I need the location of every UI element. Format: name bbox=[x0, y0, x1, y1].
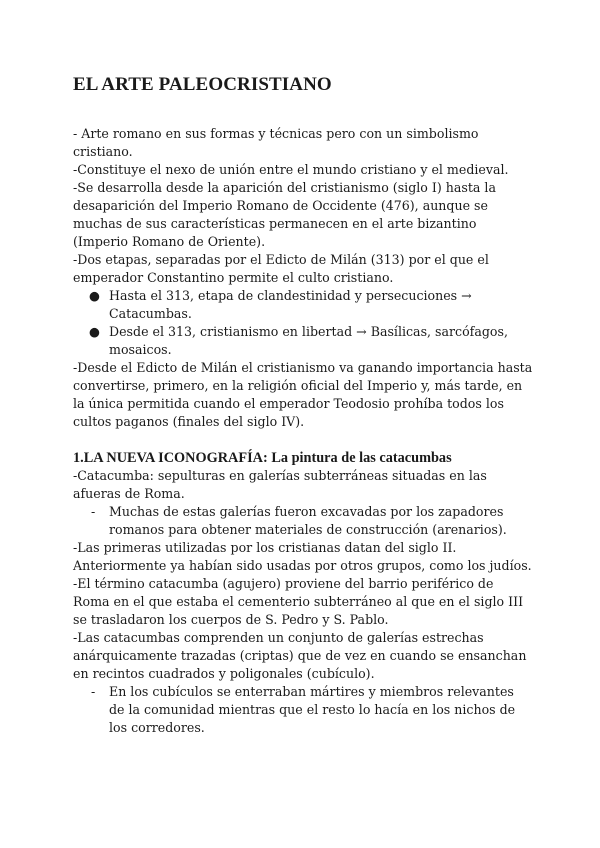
spacer bbox=[73, 431, 533, 449]
stage-text: Desde el 313, cristianismo en libertad → Basílicas, sarcófagos, mosaicos. bbox=[109, 324, 508, 357]
stage-text: Hasta el 313, etapa de clandestinidad y persecuciones → Catacumbas. bbox=[109, 288, 472, 321]
catacumba-definition: -Catacumba: sepulturas en galerías subterráneas situadas en las afueras de Roma. bbox=[73, 468, 487, 501]
bullet-icon: ● bbox=[89, 288, 100, 303]
dash-icon: - bbox=[91, 684, 96, 699]
excavation-list bbox=[73, 503, 533, 539]
list-item bbox=[73, 287, 533, 323]
page-title: EL ARTE PALEOCRISTIANO bbox=[73, 74, 332, 95]
section-heading: 1.LA NUEVA ICONOGRAFÍA: La pintura de las catacumbas bbox=[73, 450, 452, 466]
intro-paragraph: -Dos etapas, separadas por el Edicto de Milán (313) por el que el emperador Constantino permite el culto cristiano. bbox=[73, 252, 489, 285]
list-item bbox=[73, 323, 533, 359]
intro-paragraph: - Arte romano en sus formas y técnicas pero con un simbolismo cristiano. bbox=[73, 126, 479, 159]
section-paragraph: -Las catacumbas comprenden un conjunto de galerías estrechas anárquicamente trazadas (criptas) que de vez en cuando se ensanchan en recintos cuadrados y poligonales (cubículo). bbox=[73, 630, 527, 681]
cubiculo-list bbox=[73, 683, 533, 737]
edict-paragraph: -Desde el Edicto de Milán el cristianismo va ganando importancia hasta convertirse, primero, en la religión oficial del Imperio y, más tarde, en la única permitida cuando el emperador Teodosio prohíba todos los cultos paganos (finales del siglo IV). bbox=[73, 360, 533, 429]
document-body bbox=[73, 125, 533, 737]
stages-list bbox=[73, 287, 533, 359]
intro-paragraph: -Constituye el nexo de unión entre el mundo cristiano y el medieval. bbox=[73, 162, 509, 177]
excavation-text: Muchas de estas galerías fueron excavadas por los zapadores romanos para obtener materiales de construcción (arenarios). bbox=[109, 504, 507, 537]
intro-paragraph: -Se desarrolla desde la aparición del cristianismo (siglo I) hasta la desaparición del Imperio Romano de Occidente (476), aunque se muchas de sus características permanecen en el arte bizantino (Imperio Romano de Oriente). bbox=[73, 180, 496, 249]
bullet-icon: ● bbox=[89, 324, 100, 339]
section-paragraph: -Las primeras utilizadas por los cristianas datan del siglo II. Anteriormente ya habían sido usadas por otros grupos, como los judíos. bbox=[73, 540, 532, 573]
section-paragraph: -El término catacumba (agujero) proviene del barrio periférico de Roma en el que estaba el cementerio subterráneo al que en el siglo III se trasladaron los cuerpos de S. Pedro y S. Pablo. bbox=[73, 576, 524, 627]
cubiculo-text: En los cubículos se enterraban mártires y miembros relevantes de la comunidad mientras que el resto lo hacía en los nichos de los corredores. bbox=[109, 684, 516, 735]
dash-icon: - bbox=[91, 504, 96, 519]
list-item bbox=[73, 683, 533, 737]
list-item bbox=[73, 503, 533, 539]
